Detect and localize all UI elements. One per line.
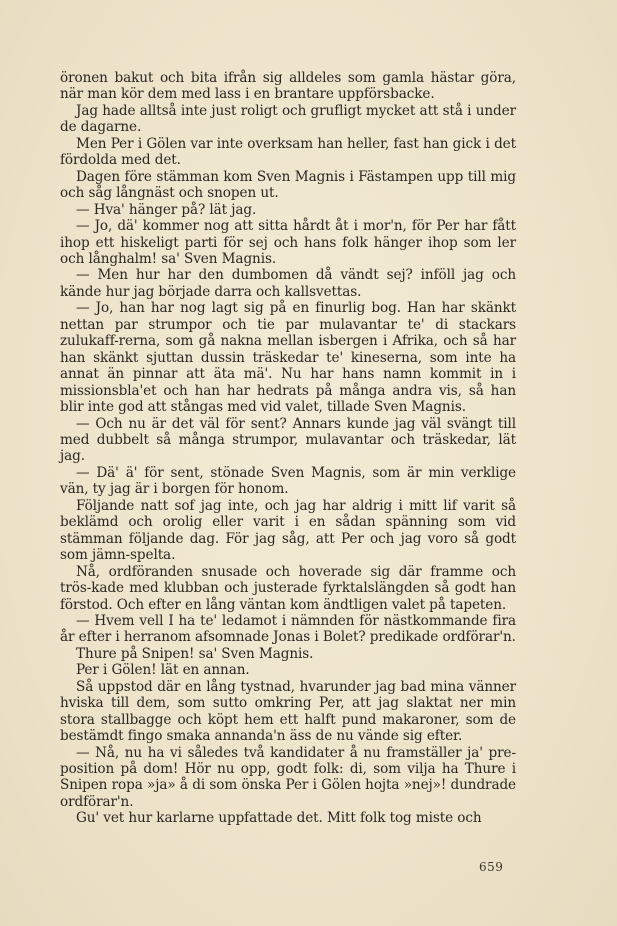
- page-number: 659: [479, 860, 504, 874]
- paragraph: Men Per i Gölen var inte overksam han heller, fast han gick i det fördolda med det.: [60, 135, 516, 169]
- paragraph: Per i Gölen! lät en annan.: [76, 662, 250, 679]
- paragraph: Nå, ordföranden snusade och hoverade sig där framme och trös-kade med klubban och justerade fyrktalslängden så godt han förstod. Och efter en lång väntan kom ändtligen valet på tapeten.: [60, 563, 516, 613]
- paragraph: Dagen före stämman kom Sven Magnis i Fästampen upp till mig och såg långnäst och snopen ut.: [60, 168, 516, 202]
- paragraph: — Och nu är det väl för sent? Annars kunde jag väl svängt till med dubbelt så många strumpor, mulavantar och träskedar, lät jag.: [60, 415, 516, 465]
- paragraph: — Jo, dä' kommer nog att sitta hårdt åt i mor'n, för Per har fått ihop ett hiskeligt parti för sej och hans folk hänger ihop som ler och långhalm! sa' Sven Magnis.: [60, 218, 516, 267]
- paragraph: — Jo, han har nog lagt sig på en finurlig bog. Han har skänkt nettan par strumpor och tie par mulavantar te' di stackars zulukaff-rerna, som gå nakna mellan isbergen i Afrika, och så har han skänkt sjuttan dussin träskedar te' kineserna, som inte ha annat än pinnar att äta mä'. Nu har hans namn kommit in i missionsbla'et och han har hedrats på många andra vis, så han blir inte god att stångas med vid valet, tillade Sven Magnis.: [60, 300, 516, 416]
- paragraph: Gu' vet hur karlarne uppfattade det. Mitt folk tog miste och: [76, 810, 482, 827]
- paragraph: Följande natt sof jag inte, och jag har aldrig i mitt lif varit så beklämd och orolig eller varit i en sådan spänning som vid stämman följande dag. För jag såg, att Per och jag voro så godt som jämn-spelta.: [60, 497, 516, 564]
- body-text: [60, 70, 516, 827]
- paragraph: Så uppstod där en lång tystnad, hvarunder jag bad mina vänner hviska till dem, som sutto omkring Per, att jag slaktat ner min stora stallbagge och köpt hem ett halft pund makaroner, som de bestämdt fingo smaka annanda'n äss de nu vände sig efter.: [60, 678, 516, 745]
- paragraph: — Dä' ä' för sent, stönade Sven Magnis, som är min verklige vän, ty jag är i borgen för honom.: [60, 464, 516, 498]
- paragraph: Jag hade alltså inte just roligt och grufligt mycket att stå i under de dagarne.: [60, 102, 516, 136]
- paragraph: öronen bakut och bita ifrån sig alldeles som gamla hästar göra, när man kör dem med lass i en brantare uppförsbacke.: [60, 70, 516, 103]
- paragraph: Thure på Snipen! sa' Sven Magnis.: [76, 645, 314, 662]
- paragraph: — Hvem vell I ha te' ledamot i nämnden för nästkommande fira år efter i herranom afsomnade Jonas i Bolet? predikade ordförar'n.: [60, 612, 516, 646]
- paragraph: — Nå, nu ha vi således två kandidater å nu framställer ja' pre-position på dom! Hör nu opp, godt folk: di, som vilja ha Thure i Snipen ropa »ja» å di som önska Per i Gölen hojta »nej»! dundrade ordförar'n.: [60, 744, 516, 810]
- paragraph: — Men hur har den dumbomen då vändt sej? inföll jag och kände hur jag började darra och kallsvettas.: [60, 267, 516, 300]
- paragraph: — Hva' hänger på? lät jag.: [76, 201, 257, 218]
